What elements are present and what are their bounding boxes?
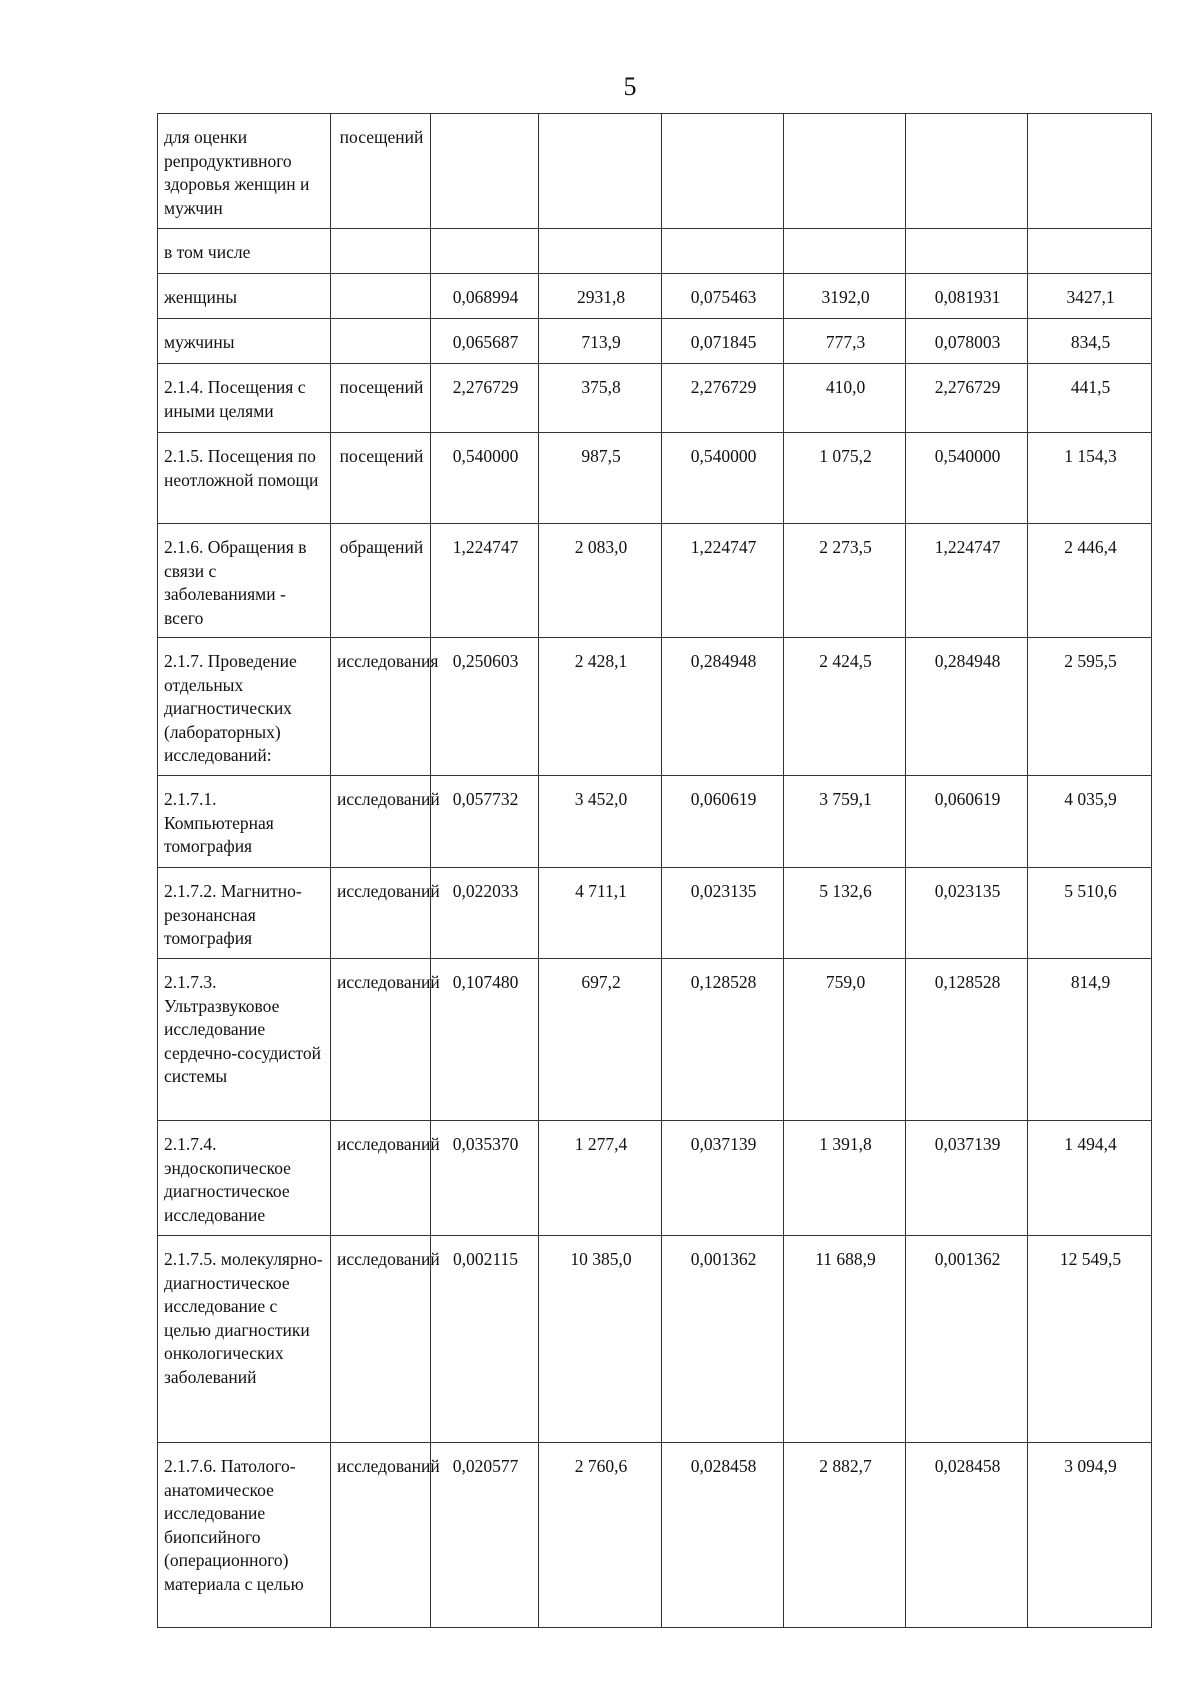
value-cell: 759,0	[784, 959, 906, 1121]
value-cell: 10 385,0	[539, 1236, 662, 1443]
value-cell: 4 711,1	[539, 868, 662, 959]
table-row	[158, 274, 1152, 319]
value-cell: 0,540000	[431, 433, 539, 524]
unit-cell: исследований	[331, 776, 431, 868]
value-cell: 2 273,5	[784, 524, 906, 638]
value-cell: 0,023135	[662, 868, 784, 959]
value-cell: 0,057732	[431, 776, 539, 868]
value-cell: 2 083,0	[539, 524, 662, 638]
value-cell	[662, 114, 784, 229]
value-cell: 441,5	[1028, 364, 1152, 433]
value-cell: 1 494,4	[1028, 1121, 1152, 1236]
table-row	[158, 364, 1152, 433]
value-cell: 5 132,6	[784, 868, 906, 959]
value-cell: 834,5	[1028, 319, 1152, 364]
value-cell: 1 075,2	[784, 433, 906, 524]
value-cell: 0,023135	[906, 868, 1028, 959]
row-label: 2.1.7. Проведение отдельных диагностических (лабораторных) исследований:	[158, 638, 331, 776]
value-cell: 0,035370	[431, 1121, 539, 1236]
unit-cell: исследования	[331, 638, 431, 776]
value-cell: 0,037139	[906, 1121, 1028, 1236]
row-label: 2.1.4. Посещения с иными целями	[158, 364, 331, 433]
unit-cell: исследований	[331, 959, 431, 1121]
value-cell: 1 391,8	[784, 1121, 906, 1236]
row-label: 2.1.7.3. Ультразвуковое исследование сердечно-сосудистой системы	[158, 959, 331, 1121]
value-cell: 0,540000	[906, 433, 1028, 524]
unit-cell: посещений	[331, 364, 431, 433]
page-number: 5	[623, 72, 637, 101]
value-cell: 0,078003	[906, 319, 1028, 364]
value-cell: 2931,8	[539, 274, 662, 319]
value-cell: 1,224747	[906, 524, 1028, 638]
value-cell: 697,2	[539, 959, 662, 1121]
table-row	[158, 114, 1152, 229]
value-cell: 2,276729	[662, 364, 784, 433]
table-row	[158, 776, 1152, 868]
table-row	[158, 319, 1152, 364]
row-label: 2.1.6. Обращения в связи с заболеваниями - всего	[158, 524, 331, 638]
value-cell: 0,001362	[906, 1236, 1028, 1443]
value-cell: 2 424,5	[784, 638, 906, 776]
value-cell	[1028, 114, 1152, 229]
value-cell: 0,001362	[662, 1236, 784, 1443]
value-cell	[431, 114, 539, 229]
value-cell: 2 446,4	[1028, 524, 1152, 638]
value-cell: 2 882,7	[784, 1443, 906, 1628]
value-cell: 12 549,5	[1028, 1236, 1152, 1443]
value-cell: 0,128528	[662, 959, 784, 1121]
row-label: в том числе	[158, 229, 331, 274]
row-label: 2.1.7.2. Магнитно-резонансная томография	[158, 868, 331, 959]
value-cell	[784, 229, 906, 274]
data-table	[157, 113, 1152, 1628]
value-cell: 0,028458	[906, 1443, 1028, 1628]
value-cell	[784, 114, 906, 229]
table-row	[158, 229, 1152, 274]
value-cell: 777,3	[784, 319, 906, 364]
row-label: для оценки репродуктивного здоровья женщин и мужчин	[158, 114, 331, 229]
value-cell: 2 428,1	[539, 638, 662, 776]
value-cell: 4 035,9	[1028, 776, 1152, 868]
value-cell: 0,284948	[662, 638, 784, 776]
unit-cell	[331, 229, 431, 274]
value-cell	[539, 114, 662, 229]
table-row	[158, 433, 1152, 524]
row-label: 2.1.5. Посещения по неотложной помощи	[158, 433, 331, 524]
value-cell: 0,128528	[906, 959, 1028, 1121]
value-cell: 0,540000	[662, 433, 784, 524]
value-cell	[1028, 229, 1152, 274]
value-cell: 0,075463	[662, 274, 784, 319]
value-cell: 0,107480	[431, 959, 539, 1121]
unit-cell: исследований	[331, 868, 431, 959]
row-label: мужчины	[158, 319, 331, 364]
value-cell	[662, 229, 784, 274]
value-cell: 1 277,4	[539, 1121, 662, 1236]
value-cell: 0,060619	[906, 776, 1028, 868]
value-cell: 1,224747	[431, 524, 539, 638]
value-cell: 987,5	[539, 433, 662, 524]
value-cell: 0,060619	[662, 776, 784, 868]
value-cell: 3 759,1	[784, 776, 906, 868]
table-row	[158, 524, 1152, 638]
row-label: 2.1.7.4. эндоскопическое диагностическое исследование	[158, 1121, 331, 1236]
value-cell	[906, 114, 1028, 229]
value-cell: 0,020577	[431, 1443, 539, 1628]
unit-cell: исследований	[331, 1236, 431, 1443]
value-cell: 0,068994	[431, 274, 539, 319]
value-cell: 0,002115	[431, 1236, 539, 1443]
value-cell: 0,065687	[431, 319, 539, 364]
table-row	[158, 1443, 1152, 1628]
value-cell: 0,284948	[906, 638, 1028, 776]
unit-cell: исследований	[331, 1121, 431, 1236]
value-cell: 11 688,9	[784, 1236, 906, 1443]
value-cell: 3427,1	[1028, 274, 1152, 319]
value-cell: 3 094,9	[1028, 1443, 1152, 1628]
unit-cell: исследований	[331, 1443, 431, 1628]
table-row	[158, 1121, 1152, 1236]
value-cell: 410,0	[784, 364, 906, 433]
value-cell: 2 760,6	[539, 1443, 662, 1628]
value-cell: 0,081931	[906, 274, 1028, 319]
unit-cell: обращений	[331, 524, 431, 638]
table-row	[158, 1236, 1152, 1443]
value-cell: 375,8	[539, 364, 662, 433]
table-row	[158, 638, 1152, 776]
value-cell: 2 595,5	[1028, 638, 1152, 776]
value-cell: 3 452,0	[539, 776, 662, 868]
table-row	[158, 959, 1152, 1121]
value-cell: 0,071845	[662, 319, 784, 364]
value-cell: 814,9	[1028, 959, 1152, 1121]
value-cell: 713,9	[539, 319, 662, 364]
value-cell: 1 154,3	[1028, 433, 1152, 524]
value-cell: 0,250603	[431, 638, 539, 776]
row-label: 2.1.7.1. Компьютерная томография	[158, 776, 331, 868]
value-cell: 5 510,6	[1028, 868, 1152, 959]
unit-cell: посещений	[331, 433, 431, 524]
unit-cell	[331, 274, 431, 319]
row-label: 2.1.7.6. Патолого-анатомическое исследование биопсийного (операционного) материала с целью	[158, 1443, 331, 1628]
value-cell: 2,276729	[906, 364, 1028, 433]
row-label: женщины	[158, 274, 331, 319]
value-cell: 3192,0	[784, 274, 906, 319]
unit-cell: посещений	[331, 114, 431, 229]
unit-cell	[331, 319, 431, 364]
value-cell	[431, 229, 539, 274]
value-cell: 0,037139	[662, 1121, 784, 1236]
row-label: 2.1.7.5. молекулярно-диагностическое исследование с целью диагностики онкологических заболеваний	[158, 1236, 331, 1443]
value-cell	[539, 229, 662, 274]
value-cell: 0,022033	[431, 868, 539, 959]
value-cell: 0,028458	[662, 1443, 784, 1628]
table-row	[158, 868, 1152, 959]
value-cell: 1,224747	[662, 524, 784, 638]
value-cell	[906, 229, 1028, 274]
value-cell: 2,276729	[431, 364, 539, 433]
